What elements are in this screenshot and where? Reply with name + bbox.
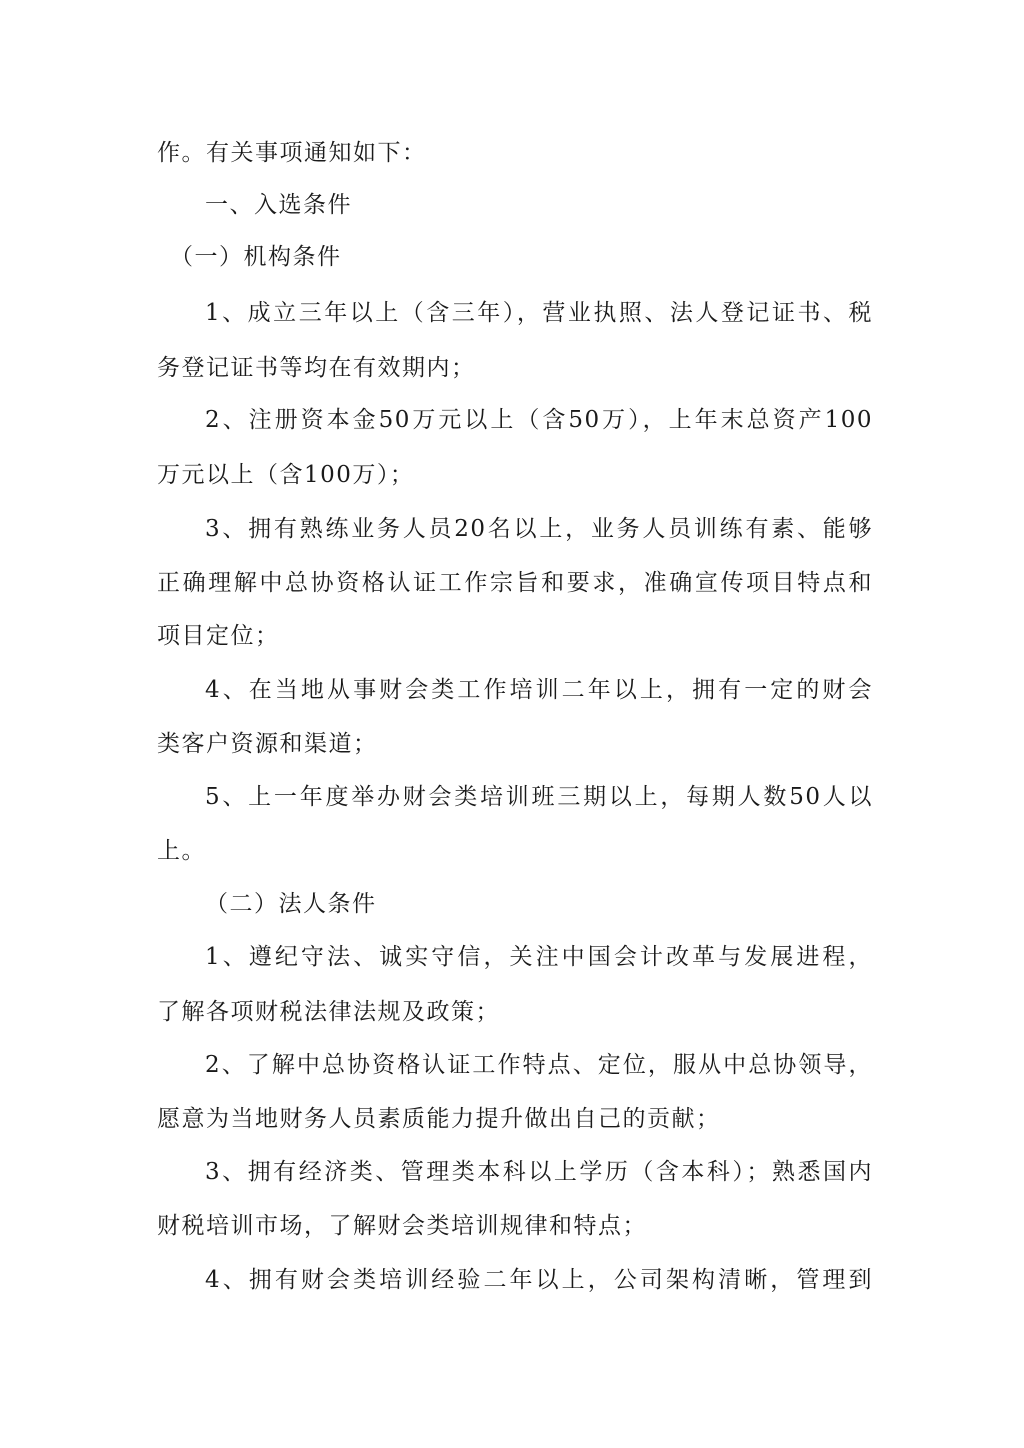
subsection-heading: （二）法人条件 [205, 891, 377, 917]
text-line: 上。 [157, 838, 206, 864]
text-line: 愿意为当地财务人员素质能力提升做出自己的贡献； [157, 1106, 721, 1132]
text-line: 项目定位； [157, 623, 280, 649]
text-line: 2、了解中总协资格认证工作特点、定位，服从中总协领导， [205, 1052, 873, 1078]
text-line: 3、拥有经济类、管理类本科以上学历（含本科）；熟悉国内 [205, 1159, 873, 1185]
text-line: 正确理解中总协资格认证工作宗旨和要求，准确宣传项目特点和 [157, 570, 873, 596]
text-line: 万元以上（含100万）； [157, 462, 415, 488]
text-line: 3、拥有熟练业务人员20名以上，业务人员训练有素、能够 [205, 516, 873, 542]
text-line: 4、拥有财会类培训经验二年以上，公司架构清晰，管理到 [205, 1267, 873, 1293]
text-line: 1、成立三年以上（含三年），营业执照、法人登记证书、税 [205, 300, 873, 326]
text-line: 务登记证书等均在有效期内； [157, 355, 476, 381]
text-line: 财税培训市场，了解财会类培训规律和特点； [157, 1213, 647, 1239]
text-line: 类客户资源和渠道； [157, 731, 378, 757]
text-line: 4、在当地从事财会类工作培训二年以上，拥有一定的财会 [205, 677, 873, 703]
section-heading: 一、入选条件 [205, 192, 352, 218]
text-line: 5、上一年度举办财会类培训班三期以上，每期人数50人以 [205, 784, 873, 810]
subsection-heading: （一）机构条件 [170, 244, 342, 270]
text-line: 作。有关事项通知如下： [157, 140, 427, 166]
text-line: 2、注册资本金50万元以上（含50万），上年末总资产100 [205, 407, 873, 433]
text-line: 1、遵纪守法、诚实守信，关注中国会计改革与发展进程， [205, 944, 873, 970]
text-line: 了解各项财税法律法规及政策； [157, 999, 500, 1025]
